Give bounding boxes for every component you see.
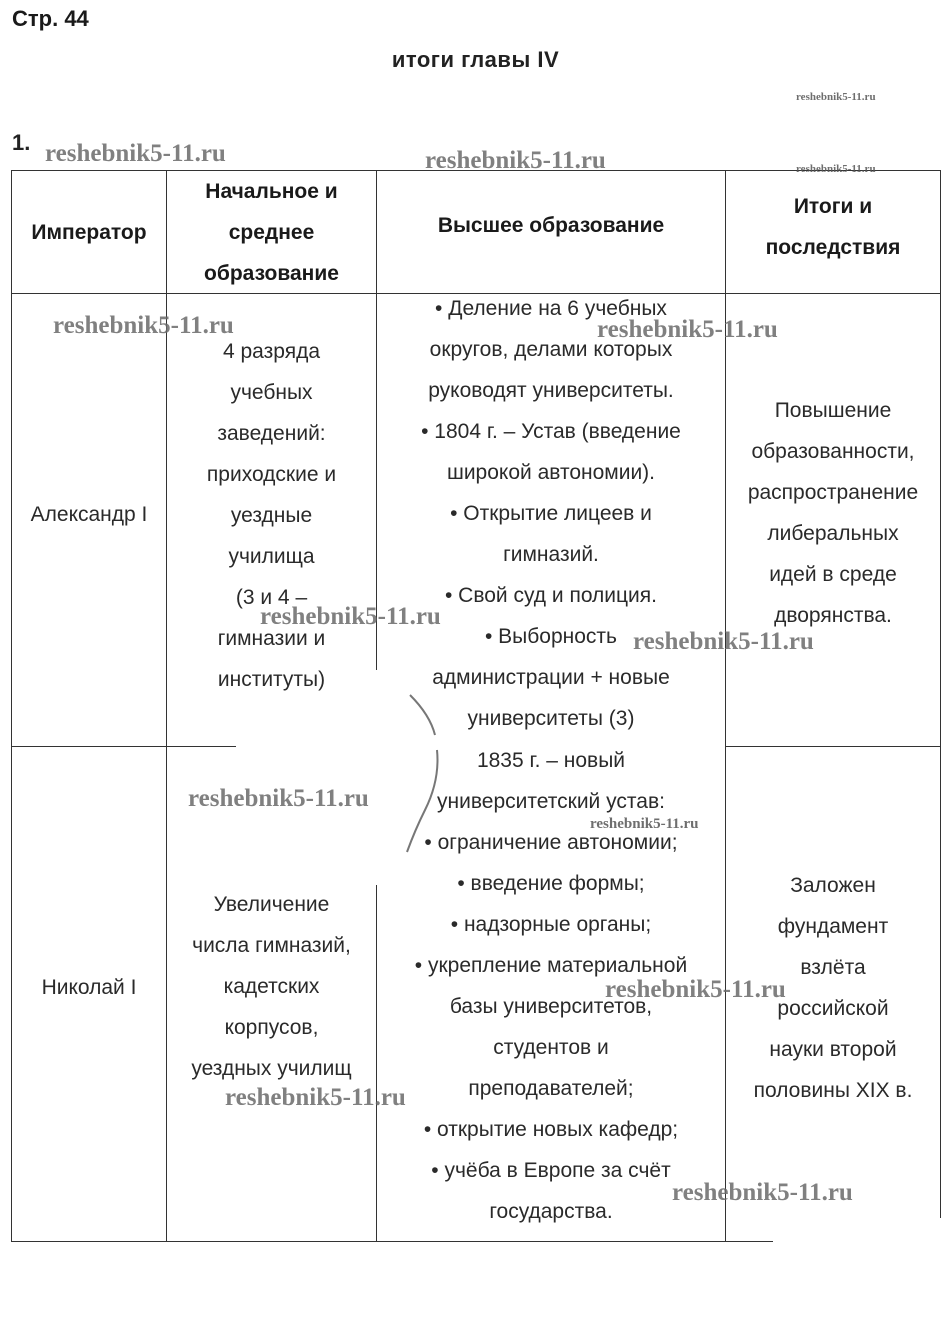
- cell-line: государства.: [489, 1200, 613, 1223]
- cell-line: Итоги и: [793, 195, 873, 218]
- cell-line: администрации + новые: [432, 666, 670, 689]
- cell-line: образование: [204, 261, 339, 285]
- cell-line: Повышение: [774, 399, 892, 422]
- watermark: reshebnik5-11.ru: [53, 312, 234, 339]
- cell-line: уездных училищ: [191, 1057, 352, 1080]
- cell-line: Начальное и: [205, 179, 338, 203]
- cell-line: половины XIX в.: [753, 1079, 913, 1102]
- cell-line: • Деление на 6 учебных: [435, 297, 667, 320]
- cell-line: гимназии и: [217, 626, 326, 650]
- row1-emperor: [12, 294, 166, 734]
- cell-line: кадетских: [223, 975, 320, 998]
- cell-line: студентов и: [493, 1036, 609, 1059]
- cell-line: • введение формы;: [457, 872, 645, 895]
- row-divider-right: [726, 746, 941, 747]
- cell-line: образованности,: [751, 440, 915, 463]
- row2-emperor-name: Николай I: [41, 976, 137, 999]
- cell-line: • открытие новых кафедр;: [423, 1118, 679, 1141]
- cell-line: базы университетов,: [449, 995, 653, 1018]
- row1-primary-lines: [207, 331, 336, 700]
- cell-line: российской: [777, 997, 889, 1020]
- header-higher-lines: [438, 205, 664, 246]
- cell-line: Император: [31, 220, 147, 244]
- header-primary-lines: [204, 171, 339, 294]
- cell-line: либеральных: [767, 522, 899, 545]
- cell-line: • Свой суд и полиция.: [444, 584, 657, 607]
- cell-line: гимназий.: [503, 543, 599, 566]
- cell-line: науки второй: [769, 1038, 897, 1061]
- row1-results-lines: [748, 390, 918, 636]
- cell-line: уездные: [230, 503, 313, 527]
- row2-emperor: [12, 967, 166, 1008]
- watermark: reshebnik5-11.ru: [225, 1084, 406, 1111]
- cell-line: взлёта: [800, 956, 866, 979]
- cell-line: • 1804 г. – Устав (введение: [421, 420, 681, 443]
- row1-higher-lines: [421, 288, 681, 739]
- cell-line: университетский устав:: [437, 790, 665, 813]
- cell-line: • ограничение автономии;: [424, 831, 678, 854]
- cell-line: 1835 г. – новый: [476, 749, 626, 772]
- cell-line: • Открытие лицеев и: [450, 502, 652, 525]
- watermark: reshebnik5-11.ru: [796, 91, 876, 103]
- header-results: [726, 171, 940, 283]
- task-number: 1.: [12, 130, 31, 155]
- cell-line: идей в среде: [769, 563, 897, 586]
- cell-line: числа гимназий,: [192, 934, 351, 957]
- row1-higher: [377, 286, 725, 741]
- watermark: reshebnik5-11.ru: [260, 603, 441, 630]
- cell-line: университеты (3): [467, 707, 635, 730]
- cell-line: широкой автономии).: [446, 461, 656, 484]
- cell-line: • Выборность: [484, 625, 617, 648]
- watermark: reshebnik5-11.ru: [597, 316, 778, 343]
- cell-line: училища: [228, 544, 315, 568]
- row-divider: [11, 746, 236, 747]
- cell-line: фундамент: [777, 915, 889, 938]
- watermark: reshebnik5-11.ru: [425, 147, 606, 174]
- watermark: reshebnik5-11.ru: [45, 140, 226, 167]
- row1-results: [726, 390, 940, 636]
- cell-line: последствия: [765, 236, 901, 259]
- table-border-right: [940, 170, 941, 1218]
- scan-artifact-stroke: [395, 690, 455, 860]
- watermark: reshebnik5-11.ru: [590, 816, 699, 832]
- watermark: reshebnik5-11.ru: [672, 1179, 853, 1206]
- header-higher-education: [377, 171, 725, 280]
- header-primary-education: [167, 171, 376, 293]
- header-results-lines: [766, 186, 901, 268]
- cell-line: заведений:: [217, 421, 326, 445]
- header-emperor-lines: [31, 212, 146, 253]
- cell-line: учебных: [230, 380, 313, 404]
- cell-line: корпусов,: [224, 1016, 319, 1039]
- cell-line: • учёба в Европе за счёт: [431, 1159, 671, 1182]
- chapter-title: итоги главы IV: [391, 47, 560, 72]
- cell-line: институты): [217, 667, 326, 691]
- row1-primary: [167, 310, 376, 720]
- page-label: Стр. 44: [12, 6, 89, 31]
- cell-line: • надзорные органы;: [450, 913, 652, 936]
- watermark: reshebnik5-11.ru: [188, 785, 369, 812]
- header-emperor: [12, 171, 166, 293]
- cell-line: руководят университеты.: [428, 379, 674, 402]
- cell-line: округов, делами которых: [429, 338, 673, 361]
- cell-line: приходские и: [206, 462, 337, 486]
- cell-line: преподавателей;: [468, 1077, 634, 1100]
- cell-line: Заложен: [790, 874, 876, 897]
- watermark: reshebnik5-11.ru: [633, 628, 814, 655]
- cell-line: среднее: [228, 220, 315, 244]
- table-border-bottom: [11, 1241, 773, 1242]
- row1-emperor-name: Александр I: [30, 502, 148, 526]
- watermark: reshebnik5-11.ru: [605, 976, 786, 1003]
- cell-line: Высшее образование: [437, 214, 665, 237]
- row2-primary: [167, 884, 376, 1089]
- watermark: reshebnik5-11.ru: [796, 163, 876, 175]
- cell-line: (3 и 4 –: [235, 585, 308, 609]
- row2-primary-lines: [191, 884, 351, 1089]
- cell-line: распространение: [747, 481, 919, 504]
- cell-line: Увеличение: [213, 893, 330, 916]
- cell-line: дворянства.: [774, 604, 892, 627]
- cell-line: 4 разряда: [222, 339, 320, 363]
- cell-line: • укрепление материальной: [414, 954, 688, 977]
